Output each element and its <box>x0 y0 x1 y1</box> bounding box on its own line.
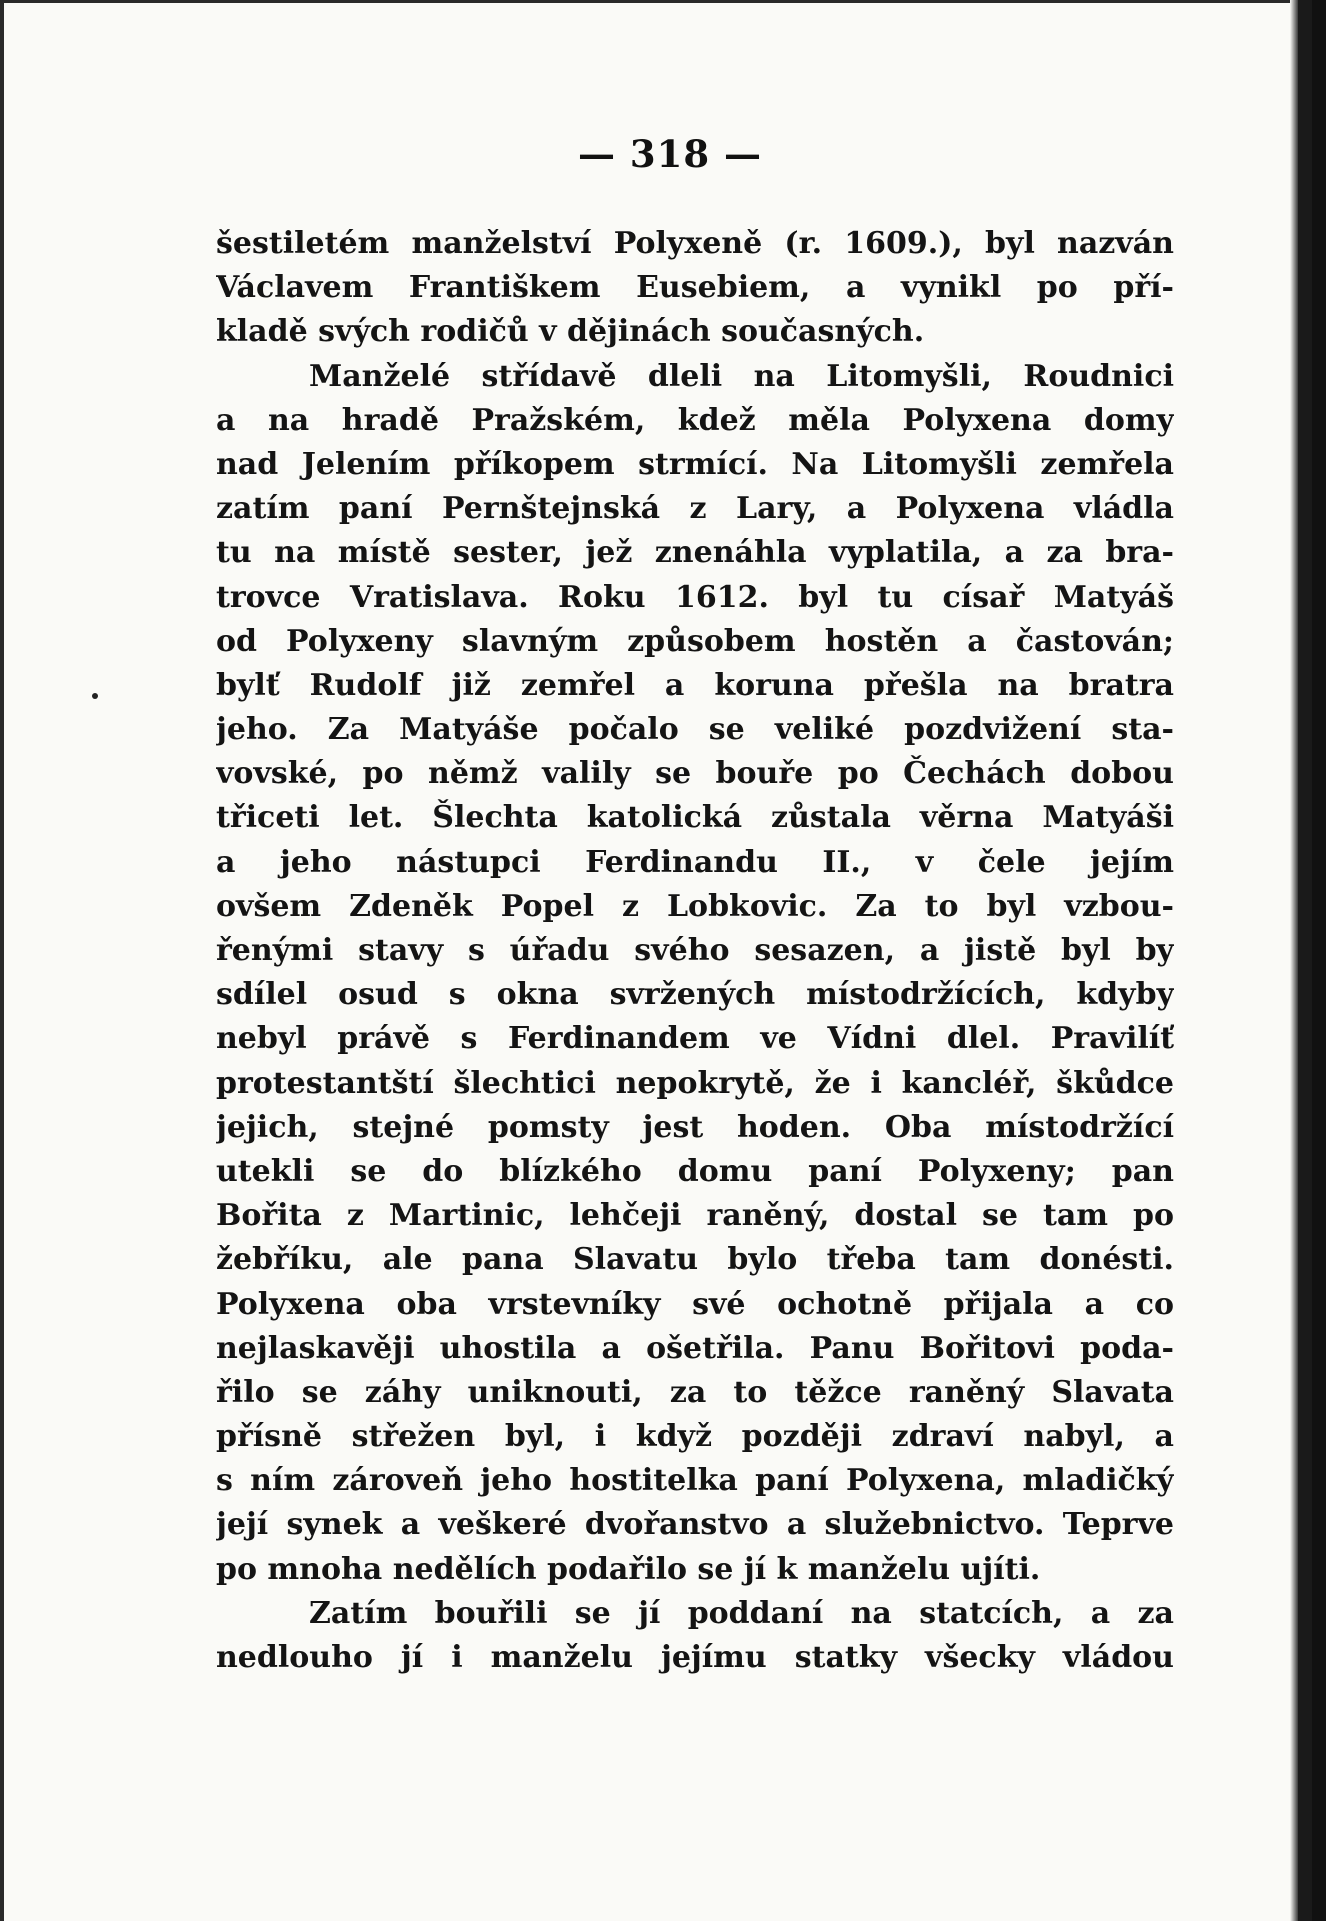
text-line: trovce Vratislava. Roku 1612. byl tu císař Matyáš <box>216 579 1174 615</box>
text-line: její synek a veškeré dvořanstvo a služebnictvo. Teprve <box>216 1507 1174 1543</box>
text-line: nejlaskavěji uhostila a ošetřila. Panu Bořitovi poda- <box>216 1330 1174 1366</box>
text-line: nad Jelením příkopem strmící. Na Litomyšli zemřela <box>216 446 1174 482</box>
text-line: třiceti let. Šlechta katolická zůstala věrna Matyáši <box>216 800 1174 836</box>
text-line: od Polyxeny slavným způsobem hostěn a častován; <box>216 623 1174 659</box>
text-line: zatím paní Pernštejnská z Lary, a Polyxena vládla <box>216 491 1174 527</box>
text-line: kladě svých rodičů v dějinách současných. <box>216 314 925 350</box>
text-line: Polyxena oba vrstevníky své ochotně přijala a co <box>216 1286 1174 1322</box>
text-line: sdílel osud s okna svržených místodržících, kdyby <box>216 977 1174 1013</box>
text-line: jeho. Za Matyáše počalo se veliké pozdvižení sta- <box>216 712 1174 748</box>
text-line: řenými stavy s úřadu svého sesazen, a jistě byl by <box>216 933 1174 968</box>
text-line: Václavem Františkem Eusebiem, a vynikl po pří- <box>216 270 1174 306</box>
text-line: utekli se do blízkého domu paní Polyxeny; pan <box>216 1153 1174 1189</box>
page-left-edge <box>0 0 4 1921</box>
text-line: vovské, po němž valily se bouře po Čechách dobou <box>216 756 1174 792</box>
page-top-edge <box>0 0 1312 3</box>
text-line: Zatím bouřili se jí poddaní na statcích, a za <box>309 1595 1174 1631</box>
text-line: tu na místě sester, jež znenáhla vyplatila, a za bra- <box>216 535 1174 571</box>
text-line: protestantští šlechtici nepokrytě, že i kancléř, škůdce <box>216 1065 1174 1101</box>
text-line: řilo se záhy uniknouti, za to těžce raněný Slavata <box>216 1374 1174 1410</box>
text-line: šestiletém manželství Polyxeně (r. 1609.), byl nazván <box>216 226 1174 261</box>
text-line: bylť Rudolf již zemřel a koruna přešla na bratra <box>216 667 1174 703</box>
page-number: — 318 — <box>578 132 762 176</box>
text-line: jejich, stejné pomsty jest hoden. Oba místodržící <box>216 1109 1174 1145</box>
text-line: a jeho nástupci Ferdinandu II., v čele jejím <box>216 844 1174 880</box>
text-line: nedlouho jí i manželu jejímu statky všecky vládou <box>216 1640 1174 1675</box>
text-line: po mnoha nedělích podařilo se jí k manželu ujíti. <box>216 1551 1041 1587</box>
page-right-edge <box>1298 0 1312 1921</box>
text-line: přísně střežen byl, i když později zdraví nabyl, a <box>216 1419 1174 1455</box>
text-line: Bořita z Martinic, lehčeji raněný, dostal se tam po <box>216 1198 1174 1234</box>
text-line: a na hradě Pražském, kdež měla Polyxena domy <box>216 402 1174 438</box>
text-line: ovšem Zdeněk Popel z Lobkovic. Za to byl vzbou- <box>216 888 1174 924</box>
page-right-shadow <box>1290 0 1298 1921</box>
text-line: s ním zároveň jeho hostitelka paní Polyxena, mladičký <box>216 1463 1174 1499</box>
body-text <box>216 222 1174 1680</box>
text-line: nebyl právě s Ferdinandem ve Vídni dlel. Pravilíť <box>216 1021 1174 1057</box>
text-line: žebříku, ale pana Slavatu bylo třeba tam donésti. <box>216 1242 1174 1278</box>
text-line: Manželé střídavě dleli na Litomyšli, Roudnici <box>309 358 1174 394</box>
margin-mark <box>92 693 98 699</box>
